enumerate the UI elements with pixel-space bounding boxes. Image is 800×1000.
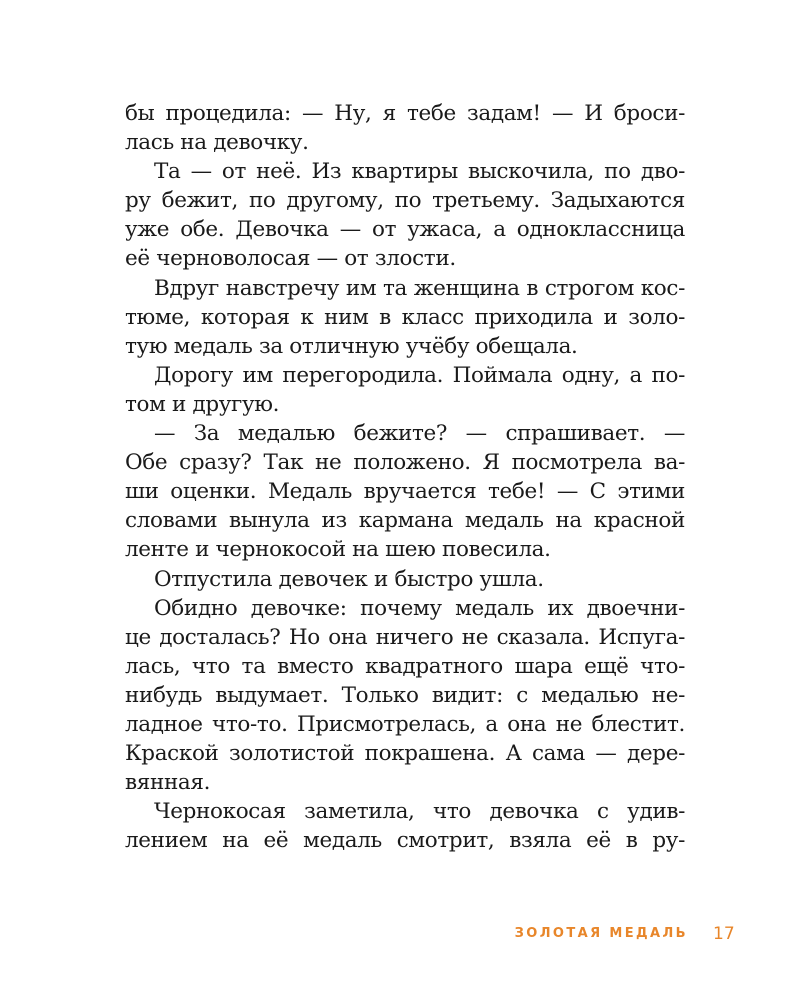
text-line: лением на её медаль смотрит, взяла её в ру- [125,828,685,854]
text-line: Краской золотистой покрашена. А сама — дере- [125,741,685,767]
page-number: 17 [713,924,735,944]
text-line: тюме, которая к ним в класс приходила и золо- [125,304,685,330]
text-line: — За медалью бежите? — спрашивает. — [154,421,685,447]
text-line: ленте и чернокосой на шею повесила. [125,537,551,563]
text-line: Та — от неё. Из квартиры выскочила, по дво- [154,159,685,185]
text-line: нибудь выдумает. Только видит: с медалью не- [125,682,685,708]
text-line: це досталась? Но она ничего не сказала. Испуга- [125,624,685,650]
text-line: том и другую. [125,391,280,417]
page-footer [0,924,800,948]
text-line: Вдруг навстречу им та женщина в строгом кос- [154,275,685,301]
text-line: Дорогу им перегородила. Поймала одну, а по- [154,362,685,388]
text-line: её черноволосая — от злости. [125,246,456,272]
text-line: лась на девочку. [125,130,309,156]
text-line: лась, что та вместо квадратного шара ещё что- [125,653,685,679]
text-line: словами вынула из кармана медаль на красной [125,508,685,534]
body-text [125,99,685,855]
text-line: уже обе. Девочка — от ужаса, а одноклассница [125,217,685,243]
text-line: тую медаль за отличную учёбу обещала. [125,333,578,359]
text-line: ши оценки. Медаль вручается тебе! — С этими [125,479,685,505]
text-line: Обе сразу? Так не положено. Я посмотрела ва- [125,450,685,476]
running-head: ЗОЛОТАЯ МЕДАЛЬ [514,926,688,941]
text-line: Отпустила девочек и быстро ушла. [154,566,544,592]
text-line: бы процедила: — Ну, я тебе задам! — И броси- [125,101,685,126]
text-line: вянная. [125,770,211,796]
text-line: Чернокосая заметила, что девочка с удив- [154,799,685,825]
text-line: ру бежит, по другому, по третьему. Задыхаются [125,188,685,214]
text-line: ладное что-то. Присмотрелась, а она не блестит. [125,711,685,737]
text-line: Обидно девочке: почему медаль их двоечни- [154,595,685,621]
